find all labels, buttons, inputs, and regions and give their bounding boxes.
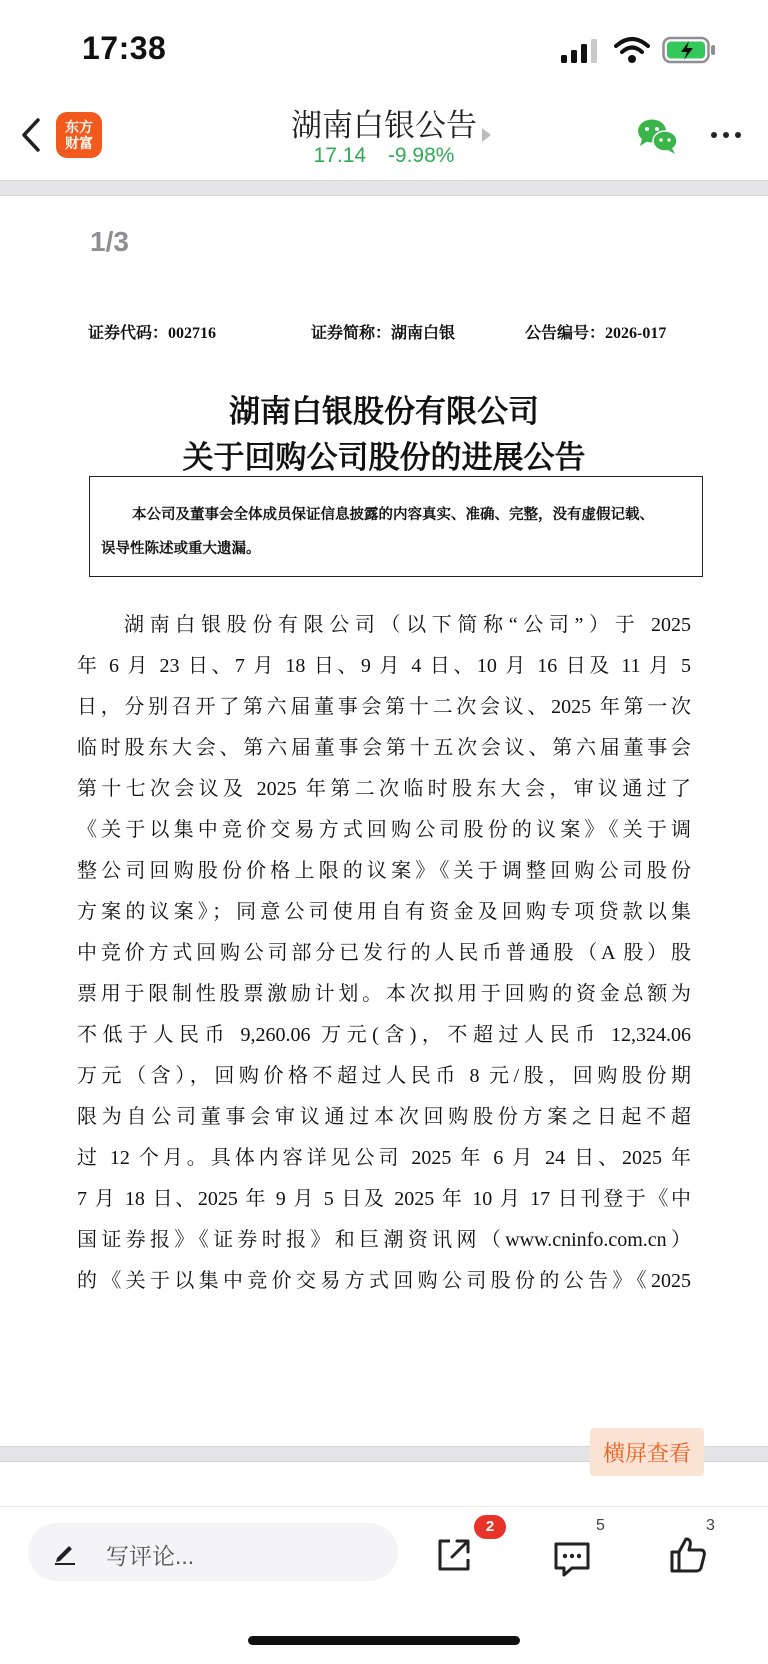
app-logo-text: 东方财富 — [65, 119, 93, 151]
doc-title-line-2: 关于回购公司股份的进展公告 — [182, 440, 586, 475]
comment-input[interactable] — [28, 1523, 398, 1581]
battery-charging-icon — [662, 36, 716, 64]
body-line: 的《关于以集中竞价交易方式回购公司股份的公告》《2025 — [77, 1270, 691, 1292]
comment-count: 5 — [596, 1517, 605, 1534]
body-line: 第十七次会议及 2025 年第二次临时股东大会，审议通过了 — [77, 778, 691, 800]
body-line: 年 6 月 23 日、7 月 18 日、9 月 4 日、10 月 16 日及 11 月 5 — [77, 655, 691, 677]
wifi-icon — [614, 36, 650, 64]
status-time: 17:38 — [82, 30, 167, 66]
body-line: 方案的议案》；同意公司使用自有资金及回购专项贷款以集 — [77, 901, 691, 923]
stock-change: -9.98% — [387, 144, 455, 167]
stock-price: 17.14 — [313, 144, 367, 167]
document-page[interactable] — [0, 196, 768, 1446]
doc-title-line-1: 湖南白银股份有限公司 — [229, 394, 539, 429]
disclosure-notice-box — [89, 476, 703, 577]
body-line: 临时股东大会、第六届董事会第十五次会议、第六届董事会 — [77, 737, 691, 759]
top-divider — [0, 180, 768, 196]
play-arrow-icon[interactable] — [482, 128, 491, 142]
like-count: 3 — [706, 1517, 715, 1534]
status-bar — [0, 0, 768, 96]
more-options-icon[interactable] — [706, 120, 746, 150]
comment-placeholder: 写评论... — [106, 1543, 195, 1569]
page-title: 湖南白银公告 — [291, 108, 477, 143]
notice-line-1: 本公司及董事会全体成员保证信息披露的内容真实、准确、完整，没有虚假记载、 — [132, 507, 654, 523]
cellular-signal-icon — [560, 38, 600, 64]
body-line: 日，分别召开了第六届董事会第十二次会议、2025 年第一次 — [77, 696, 691, 718]
body-line: 票用于限制性股票激励计划。本次拟用于回购的资金总额为 — [77, 983, 691, 1005]
body-line: 限为自公司董事会审议通过本次回购股份方案之日起不超 — [77, 1106, 691, 1128]
body-line: 国证券报》《证券时报》和巨潮资讯网（www.cninfo.com.cn） — [77, 1229, 691, 1251]
share-button[interactable] — [434, 1535, 474, 1575]
body-line: 7 月 18 日、2025 年 9 月 5 日及 2025 年 10 月 17 日刊登于《中 — [77, 1188, 691, 1210]
share-badge: 2 — [474, 1515, 506, 1539]
notice-number: 公告编号：2026-017 — [525, 325, 667, 342]
nav-bar — [0, 96, 768, 180]
security-short-name: 证券简称：湖南白银 — [311, 325, 456, 342]
body-line: 《关于以集中竞价交易方式回购公司股份的议案》《关于调 — [77, 819, 691, 841]
wechat-share-icon[interactable] — [636, 116, 680, 156]
pen-icon — [52, 1539, 78, 1565]
body-line: 过 12 个月。具体内容详见公司 2025 年 6 月 24 日、2025 年 — [77, 1147, 691, 1169]
body-line: 中竞价方式回购公司部分已发行的人民币普通股（A 股）股 — [77, 942, 691, 964]
body-line: 万元（含），回购价格不超过人民币 8 元/股，回购股份期 — [77, 1065, 691, 1087]
comments-button[interactable] — [552, 1539, 592, 1579]
page-indicator: 1/3 — [90, 226, 129, 257]
body-line: 不低于人民币 9,260.06 万元(含)，不超过人民币 12,324.06 — [77, 1024, 691, 1046]
security-code: 证券代码：002716 — [88, 325, 217, 342]
notice-line-2: 误导性陈述或重大遗漏。 — [101, 541, 261, 557]
body-line: 整公司回购股份价格上限的议案》《关于调整回购公司股份 — [77, 860, 691, 882]
home-indicator[interactable] — [248, 1636, 520, 1645]
body-line: 湖南白银股份有限公司（以下简称“公司”）于 2025 — [124, 614, 691, 636]
like-button[interactable] — [668, 1535, 708, 1575]
landscape-view-button[interactable]: 横屏查看 — [590, 1428, 704, 1476]
